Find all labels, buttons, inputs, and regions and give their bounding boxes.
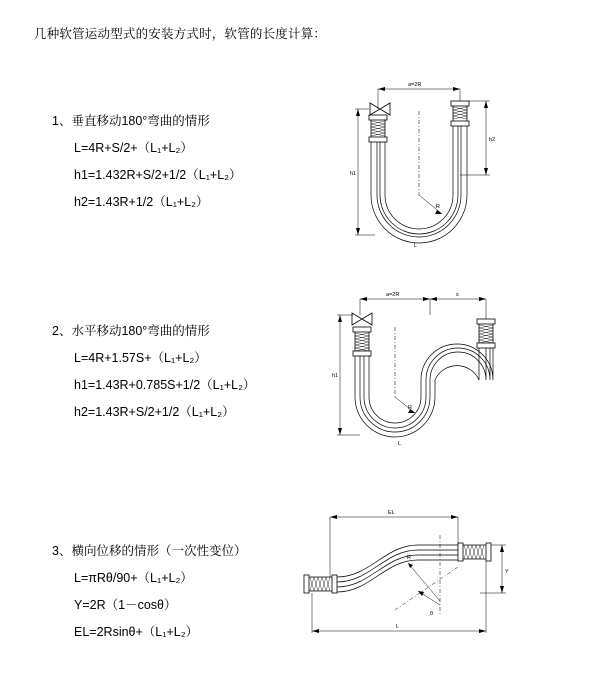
dim-label-s: s	[456, 292, 459, 298]
dim-label-a2r-2: a=2R	[386, 292, 400, 298]
diagram-vertical-180	[300, 75, 510, 265]
section-3-heading: 3、横向位移的情形（一次性变位）	[52, 544, 247, 558]
page-title: 几种软管运动型式的安装方式时，软管的长度计算：	[34, 27, 327, 41]
dim-label-L: L	[414, 243, 418, 249]
dim-label-h1-2: h1	[332, 373, 339, 379]
dim-label-Y: Y	[505, 569, 509, 575]
formula-block-1	[52, 111, 282, 219]
dim-label-L-3: L	[396, 624, 400, 630]
section-2-heading: 2、水平移动180°弯曲的情形	[52, 324, 210, 338]
formula-block-3	[52, 541, 282, 649]
dim-label-R-2: R	[408, 405, 412, 411]
dim-label-h1: h1	[350, 171, 357, 177]
formula-block-2	[52, 321, 282, 429]
section-horizontal-180	[0, 285, 600, 465]
section-3-formula-EL: EL=2Rsinθ+（L₁+L₂）	[74, 625, 199, 639]
dim-label-a2r: a=2R	[408, 82, 422, 88]
section-3-formula-L: L=πRθ/90+（L₁+L₂）	[74, 571, 193, 585]
section-vertical-180	[0, 75, 600, 265]
section-2-formula-h2: h2=1.43R+S/2+1/2（L₁+L₂）	[74, 405, 235, 419]
section-1-formula-L: L=4R+S/2+（L₁+L₂）	[74, 141, 193, 155]
dim-label-theta: θ	[430, 611, 434, 617]
section-2-formula-h1: h1=1.43R+0.785S+1/2（L₁+L₂）	[74, 378, 256, 392]
section-2-formula-L: L=4R+1.57S+（L₁+L₂）	[74, 351, 207, 365]
section-lateral-offset	[0, 505, 600, 655]
section-1-formula-h2: h2=1.43R+1/2（L₁+L₂）	[74, 195, 209, 209]
dim-label-R: R	[436, 204, 440, 210]
diagram-lateral-offset	[290, 505, 520, 655]
dim-label-R-3: R	[407, 555, 411, 561]
diagram-horizontal-180	[300, 285, 510, 465]
dim-label-EL: EL	[388, 510, 395, 516]
section-1-heading: 1、垂直移动180°弯曲的情形	[52, 114, 210, 128]
section-3-formula-Y: Y=2R（1－cosθ）	[74, 598, 177, 612]
section-1-formula-h1: h1=1.432R+S/2+1/2（L₁+L₂）	[74, 168, 242, 182]
dim-label-h2: h2	[489, 137, 496, 143]
dim-label-L-2: L	[398, 441, 402, 447]
